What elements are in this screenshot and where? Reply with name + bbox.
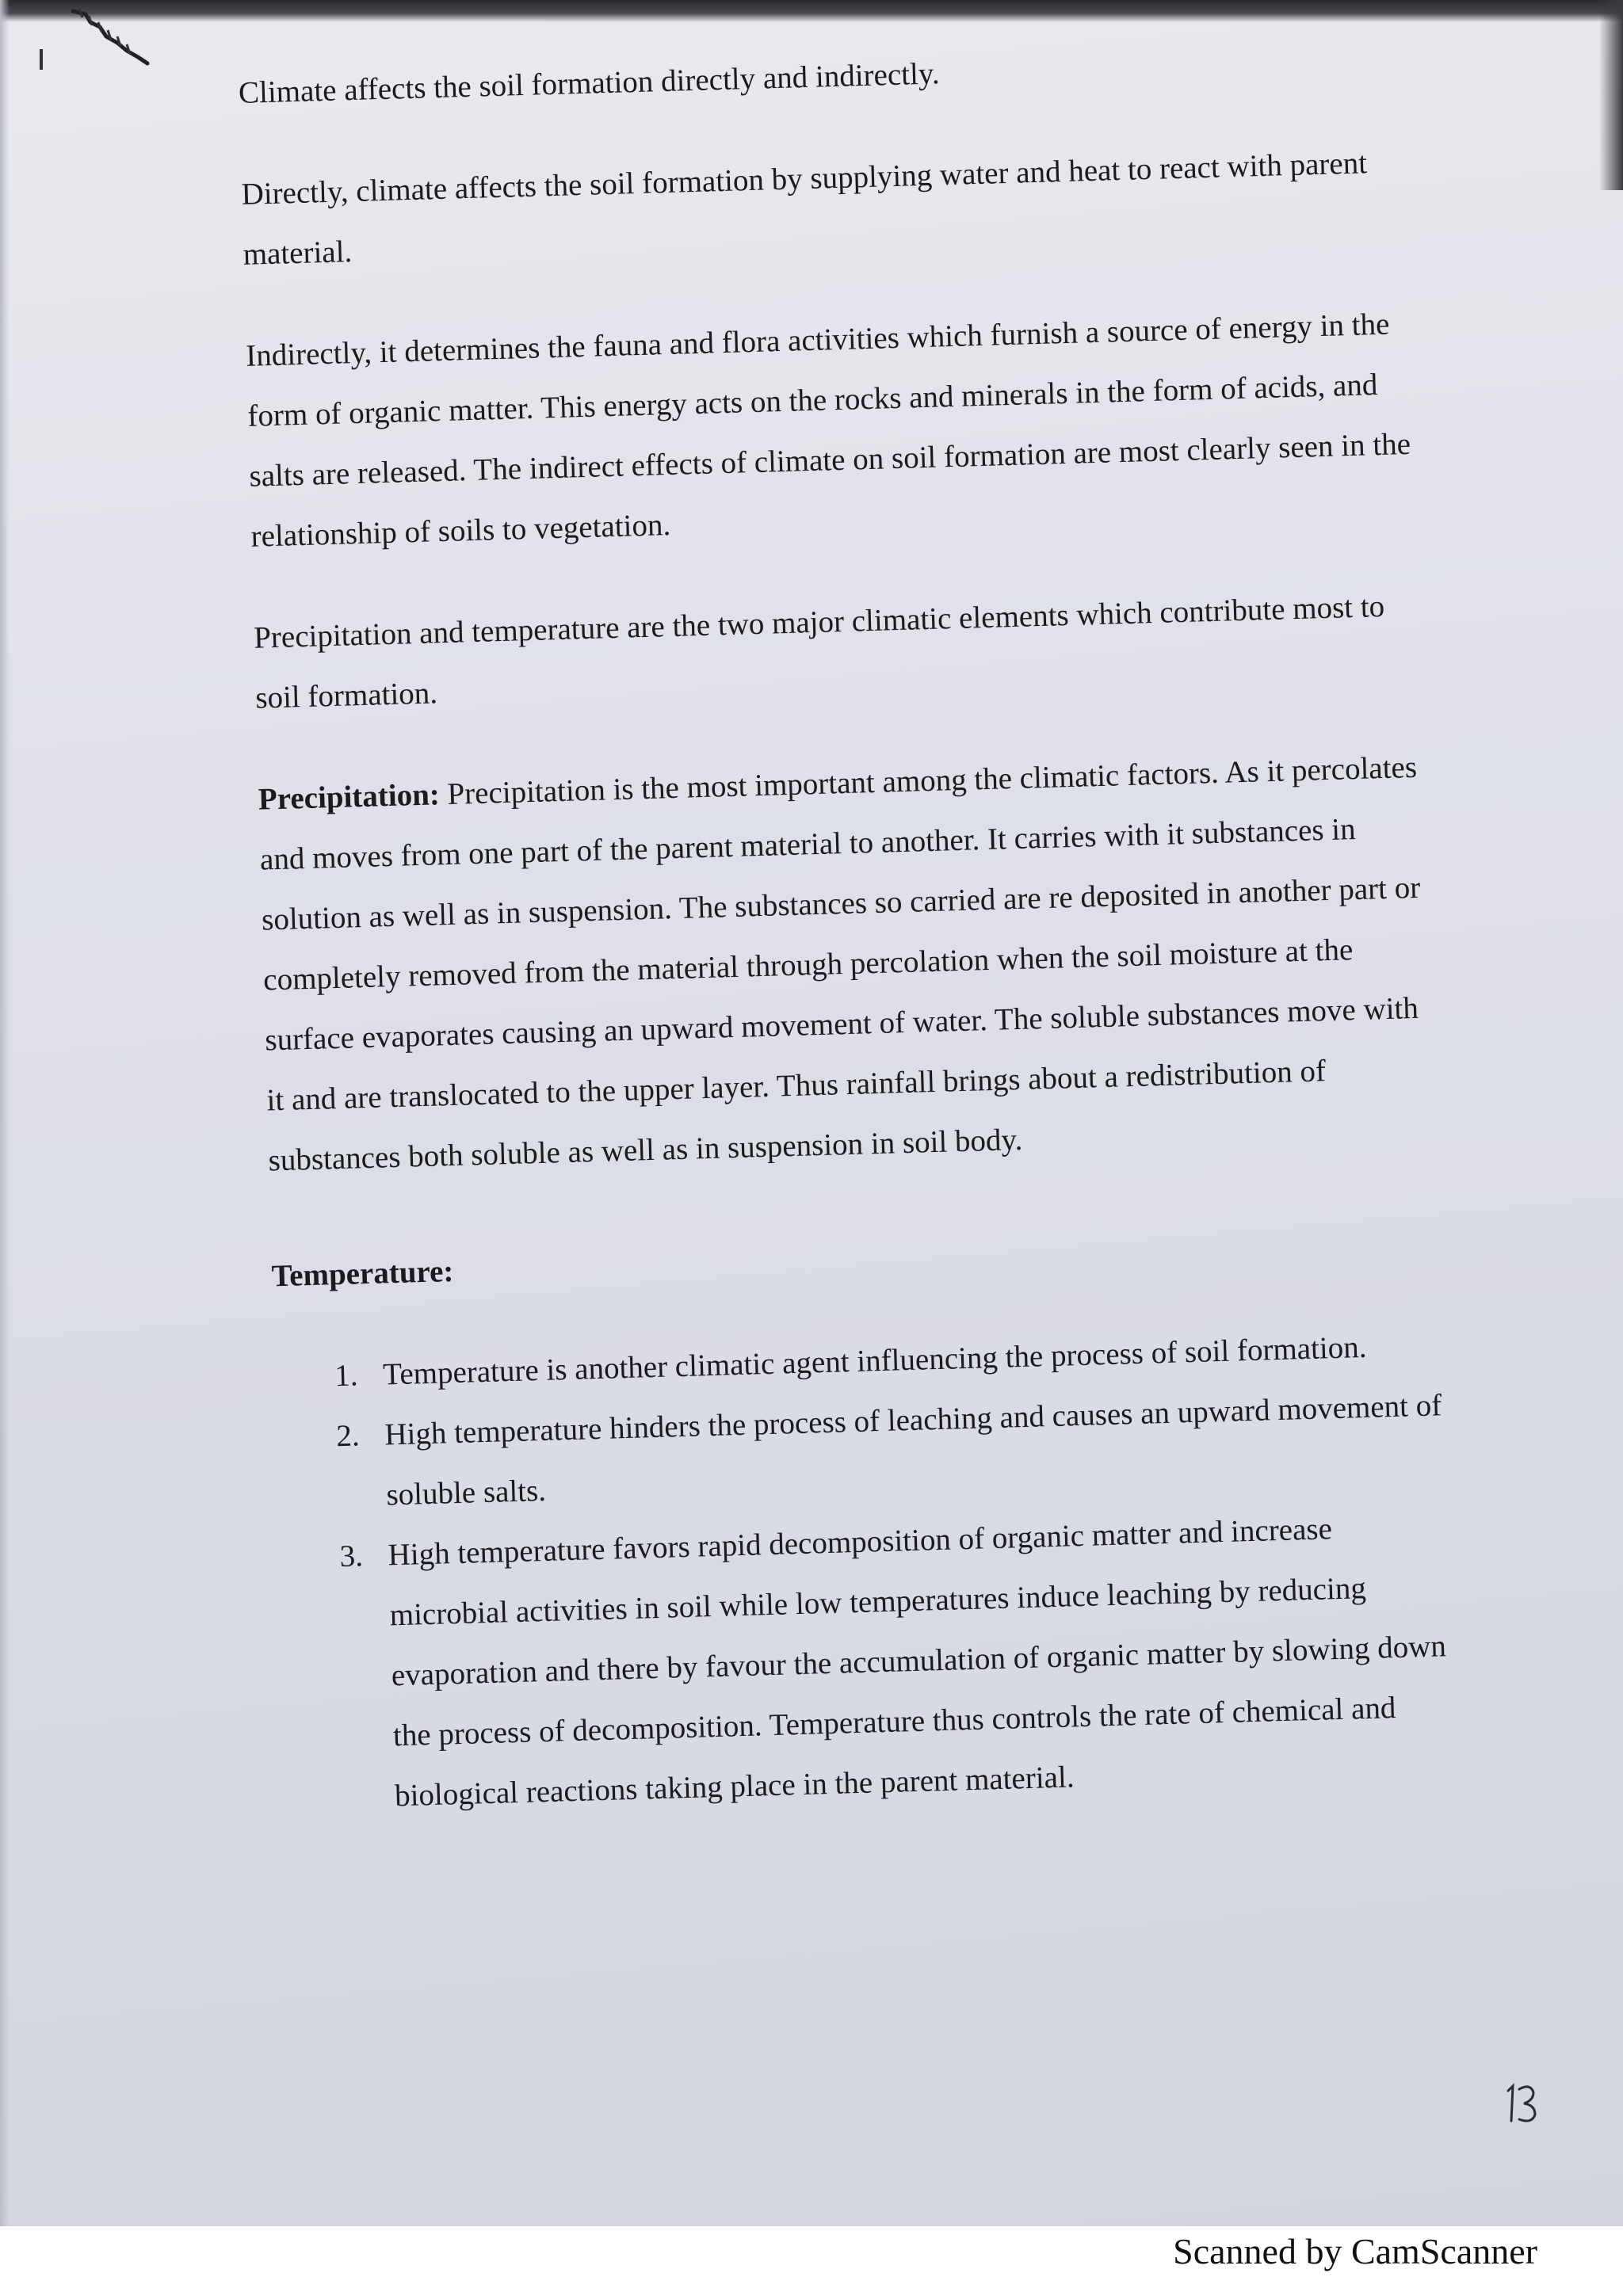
paragraph-elements: Precipitation and temperature are the two major climatic elements which contribute most to soil formation. <box>253 589 1385 715</box>
document-body <box>238 31 1460 1829</box>
paragraph-intro: Climate affects the soil formation directly and indirectly. <box>238 56 941 110</box>
staple-mark-icon <box>71 5 151 68</box>
list-item: 1. Temperature is another climatic agent influencing the process of soil formation. <box>365 1315 1448 1405</box>
scan-left-edge <box>0 0 10 2226</box>
paragraph-indirect: Indirectly, it determines the fauna and flora activities which furnish a source of energy in the form of organic matter. This energy acts on the rocks and minerals in the form of acids, and salts are released. The indirect effects of climate on soil formation are most clearly seen in the relationship of soils to vegetation. <box>245 307 1411 554</box>
temperature-heading: Temperature: <box>271 1253 454 1294</box>
precipitation-text: Precipitation is the most important among the climatic factors. As it percolates and moves from one part of the parent material to another. It carries with it substances in solution as well as in suspension. The substances so carried are re deposited in another part or completely removed from the material through percolation when the soil moisture at the surface evaporates causing an upward movement of water. The soluble substances move with it and are translocated to the upper layer. Thus rainfall brings about a redistribution of substances both soluble as well as in suspension in soil body. <box>259 749 1421 1178</box>
paragraph-direct: Directly, climate affects the soil formation by supplying water and heat to react with parent material. <box>241 146 1368 272</box>
scan-top-shadow <box>0 0 1623 22</box>
margin-mark <box>40 49 43 70</box>
temperature-list <box>273 1315 1459 1829</box>
paragraph-precipitation <box>258 737 1442 1191</box>
handwritten-page-number <box>1502 2080 1541 2127</box>
precipitation-label: Precipitation: <box>258 777 441 817</box>
scan-right-shadow <box>1599 0 1623 190</box>
list-item: 2. High temperature hinders the process of leaching and causes an upward movement of soluble salts. <box>366 1375 1451 1526</box>
scanner-watermark: Scanned by CamScanner <box>1173 2231 1537 2271</box>
list-item: 3. High temperature favors rapid decomposition of organic matter and increase microbial activities in soil while low temperatures induce leaching by reducing evaporation and there by favour the accumulation of organic matter by slowing down the process of decomposition. Temperature thus controls the rate of chemical and biological reactions taking place in the parent material. <box>370 1496 1460 1827</box>
